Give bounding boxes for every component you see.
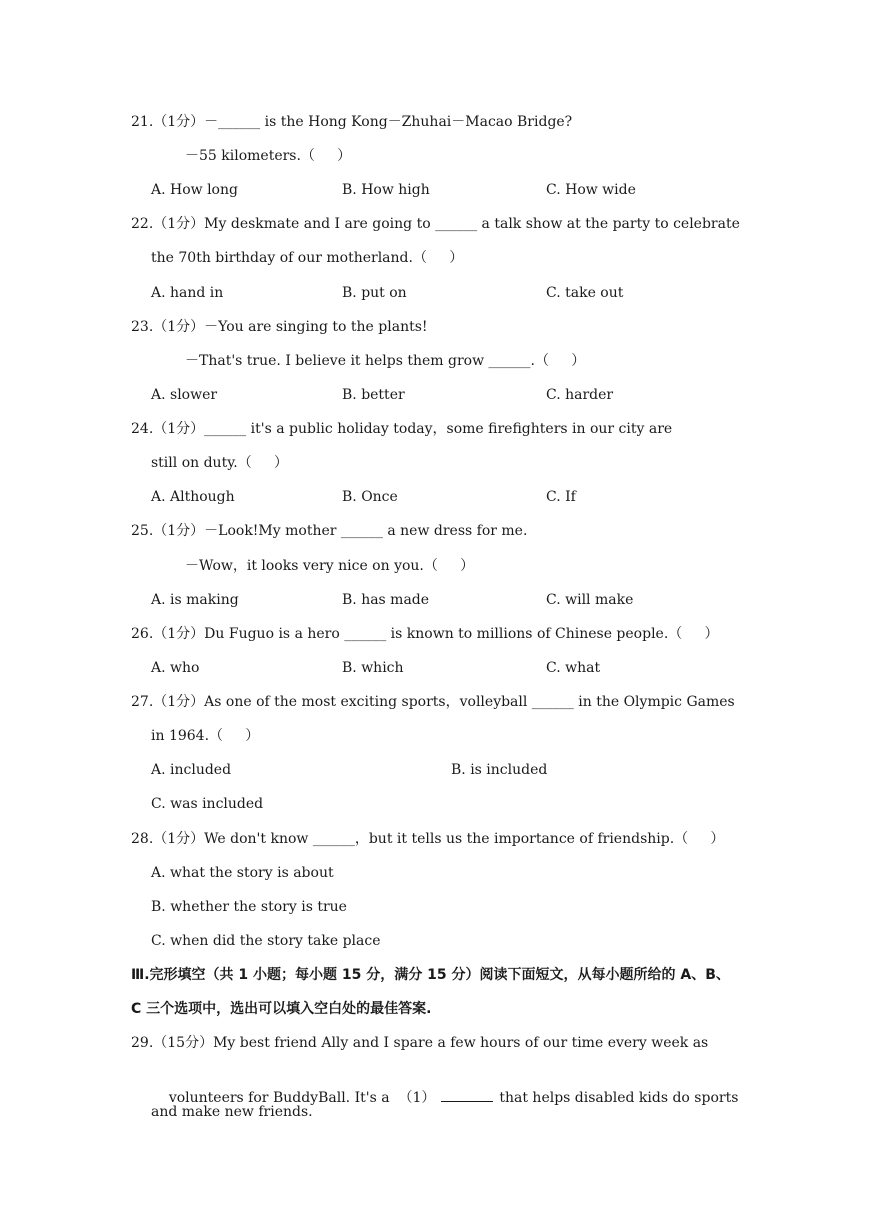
question-27-stem: 27.（1分）As one of the most exciting sports，volleyball ______ in the Olympic Games <box>131 694 735 710</box>
section-iii-heading: Ⅲ.完形填空（共 1 小题；每小题 15 分，满分 15 分）阅读下面短文，从每小题所给的 A、B、 <box>131 967 730 983</box>
question-27-option-a: A. included <box>151 762 232 778</box>
question-28-option-a: A. what the story is about <box>151 865 334 881</box>
question-22-option-b: B. put on <box>342 285 407 301</box>
cloze-blank-1 <box>441 1087 493 1102</box>
question-22-option-c: C. take out <box>546 285 624 301</box>
question-23-option-a: A. slower <box>151 387 218 403</box>
question-24-option-c: C. If <box>546 489 576 505</box>
question-26-stem: 26.（1分）Du Fuguo is a hero ______ is known to millions of Chinese people.（ ） <box>131 626 719 642</box>
question-29-passage: 29.（15分）My best friend Ally and I spare a few hours of our time every week as <box>131 1035 709 1051</box>
question-23-option-b: B. better <box>342 387 405 403</box>
question-21-stem: 21.（1分）－______ is the Hong Kong－Zhuhai－Macao Bridge? <box>131 114 573 130</box>
passage-text-after-blank: that helps disabled kids do sports <box>499 1090 739 1106</box>
question-25-option-b: B. has made <box>342 592 430 608</box>
question-24-option-b: B. Once <box>342 489 398 505</box>
question-27-option-b: B. is included <box>451 762 548 778</box>
question-22-stem: 22.（1分）My deskmate and I are going to ______ a talk show at the party to celebrate <box>131 216 740 232</box>
question-21-dialogue: －55 kilometers.（ ） <box>185 148 352 164</box>
question-22-option-a: A. hand in <box>151 285 224 301</box>
question-23-option-c: C. harder <box>546 387 614 403</box>
question-25-option-c: C. will make <box>546 592 634 608</box>
question-26-option-c: C. what <box>546 660 601 676</box>
question-27-option-c: C. was included <box>151 796 264 812</box>
passage-text-before-blank: volunteers for BuddyBall. It's a （1） <box>168 1090 436 1106</box>
question-25-stem: 25.（1分）－Look!My mother ______ a new dress for me. <box>131 523 528 539</box>
question-28-option-b: B. whether the story is true <box>151 899 347 915</box>
question-23-stem: 23.（1分）－You are singing to the plants! <box>131 319 428 335</box>
question-24-option-a: A. Although <box>151 489 235 505</box>
question-28-stem: 28.（1分）We don't know ______，but it tells us the importance of friendship.（ ） <box>131 831 725 847</box>
question-26-option-a: A. who <box>151 660 200 676</box>
question-23-dialogue: －That's true. I believe it helps them grow ______.（ ） <box>185 353 586 369</box>
question-22-stem-cont: the 70th birthday of our motherland.（ ） <box>151 250 464 266</box>
question-21-option-b: B. How high <box>342 182 430 198</box>
question-25-option-a: A. is making <box>151 592 239 608</box>
question-24-stem-cont: still on duty.（ ） <box>151 455 288 471</box>
question-26-option-b: B. which <box>342 660 404 676</box>
question-25-dialogue: －Wow，it looks very nice on you.（ ） <box>185 558 475 574</box>
section-iii-heading-cont: C 三个选项中，选出可以填入空白处的最佳答案. <box>131 1001 432 1017</box>
question-27-stem-cont: in 1964.（ ） <box>151 728 260 744</box>
question-29-passage-line-3: and make new friends. <box>151 1104 313 1120</box>
question-21-option-a: A. How long <box>151 182 238 198</box>
question-21-option-c: C. How wide <box>546 182 636 198</box>
question-28-option-c: C. when did the story take place <box>151 933 381 949</box>
question-24-stem: 24.（1分）______ it's a public holiday today，some firefighters in our city are <box>131 421 673 437</box>
